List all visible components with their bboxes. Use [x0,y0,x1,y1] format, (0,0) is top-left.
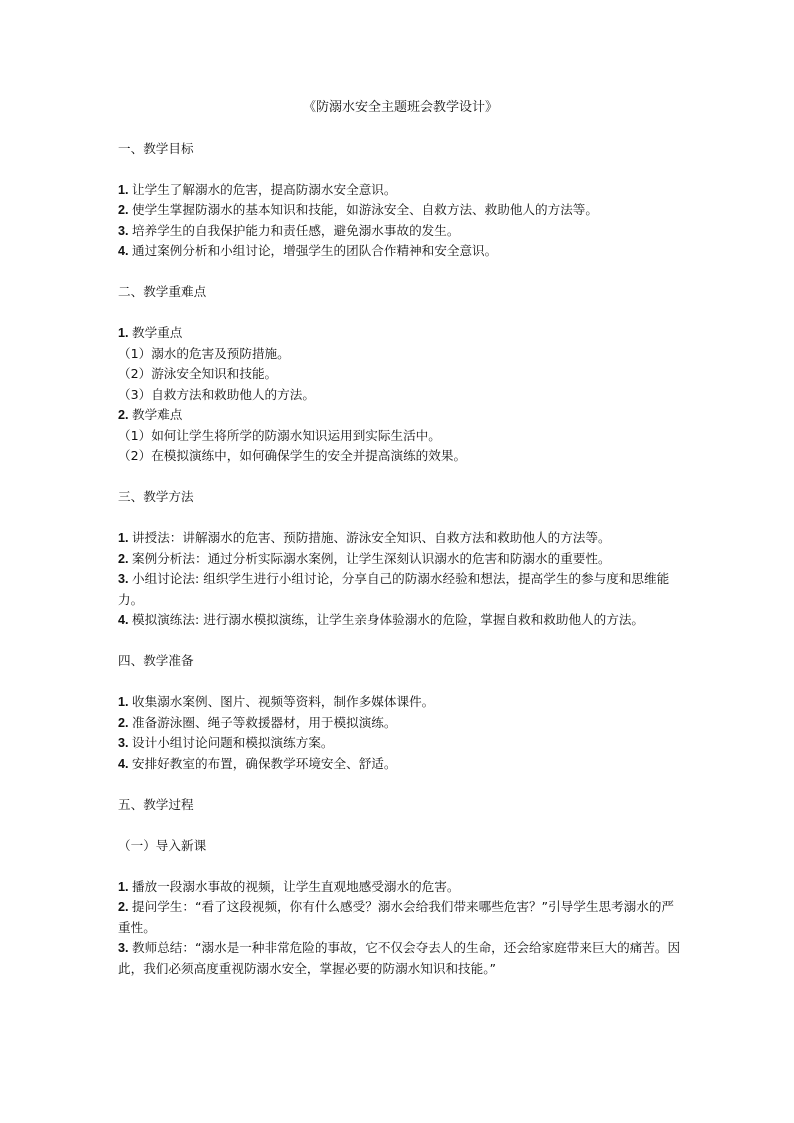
spacer [118,774,683,795]
item-number: 1. [118,182,133,197]
spacer [118,856,683,877]
item-text: （3）自救方法和救助他人的方法。 [118,386,315,402]
section-heading: 二、教学重难点 [118,284,207,299]
item-number: 2. [118,715,133,730]
list-item [118,549,683,570]
item-text: 安排好教室的布置，确保教学环境安全、舒适。 [132,755,397,771]
list-item [118,713,683,734]
spacer [118,979,683,1000]
item-text: 培养学生的自我保护能力和责任感，避免溺水事故的发生。 [132,222,460,238]
list-item [118,446,683,467]
list-item [118,385,683,406]
list-item [118,528,683,549]
list-item [118,323,683,344]
item-text: 教师总结：“溺水是一种非常危险的事故，它不仅会夺去人的生命，还会给家庭带来巨大的痛苦。因此，我们必须高度重视防溺水安全，掌握必要的防溺水知识和技能。” [118,940,681,976]
list-item [118,405,683,426]
item-number: 1. [118,695,133,709]
item-text: （2）游泳安全知识和技能。 [118,366,278,381]
item-text: 教学难点 [132,407,183,422]
list-item [118,200,683,221]
list-item [118,938,683,979]
list-item [118,610,683,631]
list-item [118,180,683,201]
item-number: 4. [118,244,133,258]
spacer [118,672,683,693]
list-item [118,877,683,898]
item-number: 1. [118,531,133,545]
item-text: 收集溺水案例、图片、视频等资料，制作多媒体课件。 [132,694,435,709]
item-number: 4. [118,756,133,771]
list-item [118,426,683,447]
section-heading: 一、教学目标 [118,140,194,156]
item-number: 2. [118,551,133,566]
item-number: 3. [118,223,133,238]
item-text: 讲授法：讲解溺水的危害、预防措施、游泳安全知识、自救方法和救助他人的方法等。 [132,530,611,545]
spacer [118,508,683,529]
item-number: 4. [118,613,133,627]
item-text: 小组讨论法: 组织学生进行小组讨论，分享自己的防溺水经验和想法，提高学生的参与度和思维能力。 [118,571,670,607]
item-text: 教学重点 [132,325,183,340]
document-page [118,98,683,1000]
spacer [118,815,683,836]
spacer [118,159,683,180]
document-title: 《防溺水安全主题班会教学设计》 [302,100,498,115]
item-number: 1. [118,879,133,894]
item-number: 2. [118,408,133,422]
list-item [118,344,683,365]
item-text: 案例分析法：通过分析实际溺水案例，让学生深刻认识溺水的危害和防溺水的重要性。 [132,550,611,566]
item-number: 2. [118,900,133,914]
list-item [118,897,683,938]
item-number: 2. [118,203,133,217]
item-text: 提问学生：“看了这段视频，你有什么感受？溺水会给我们带来哪些危害？”引导学生思考溺水的严重性。 [118,899,675,935]
item-number: 3. [118,941,133,955]
item-text: （2）在模拟演练中，如何确保学生的安全并提高演练的效果。 [118,448,467,463]
item-number: 3. [118,572,133,586]
spacer [118,262,683,283]
list-item [118,569,683,610]
section-heading: 五、教学过程 [118,796,194,812]
list-item [118,733,683,754]
list-item [118,241,683,262]
list-item [118,364,683,385]
section-heading: 四、教学准备 [118,653,194,668]
section-heading: 三、教学方法 [118,489,194,504]
document-body [118,139,683,1000]
item-text: 准备游泳圈、绳子等救援器材，用于模拟演练。 [132,714,397,730]
list-item [118,221,683,242]
spacer [118,303,683,324]
list-item [118,692,683,713]
item-number: 3. [118,736,133,750]
item-text: 设计小组讨论问题和模拟演练方案。 [132,735,334,750]
item-text: 播放一段溺水事故的视频，让学生直观地感受溺水的危害。 [132,878,460,894]
spacer [118,631,683,652]
item-number: 1. [118,326,133,340]
item-text: 通过案例分析和小组讨论，增强学生的团队合作精神和安全意识。 [132,243,498,258]
spacer [118,467,683,488]
item-text: 使学生掌握防溺水的基本知识和技能，如游泳安全、自救方法、救助他人的方法等。 [132,202,598,217]
section-heading: （一）导入新课 [118,837,207,853]
list-item [118,754,683,775]
item-text: （1）如何让学生将所学的防溺水知识运用到实际生活中。 [118,427,441,443]
item-text: 模拟演练法: 进行溺水模拟演练，让学生亲身体验溺水的危险，掌握自救和救助他人的方法。 [132,612,645,627]
item-text: （1）溺水的危害及预防措施。 [118,345,290,361]
item-text: 让学生了解溺水的危害，提高防溺水安全意识。 [132,181,397,197]
